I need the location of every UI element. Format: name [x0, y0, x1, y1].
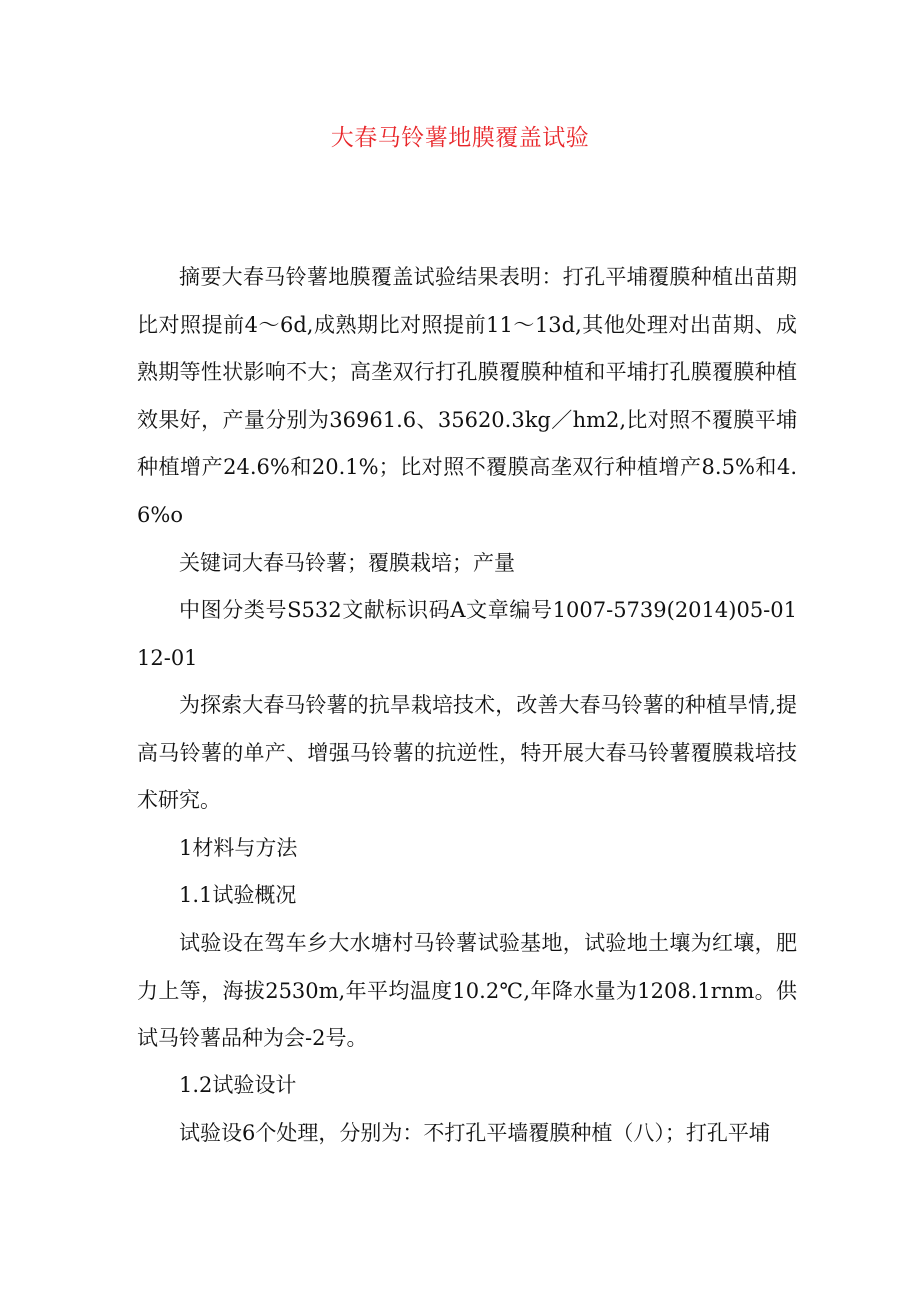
subsection-heading-overview: 1.1试验概况: [179, 883, 297, 907]
section-heading-materials-methods: 1材料与方法: [179, 836, 298, 860]
abstract-paragraph: 摘要大春马铃薯地膜覆盖试验结果表明：打孔平埔覆膜种植出苗期比对照提前4～6d,成熟期比对照提前11～13d,其他处理对出苗期、成熟期等性状影响不大；高垄双行打孔膜覆膜种植和平埔打孔膜覆膜种植效果好，产量分别为36961.6、35620.3kg／hm2,比对照不覆膜平埔种植增产24.6%和20.1%；比对照不覆膜高垄双行种植增产8.5%和4.6%o: [137, 265, 797, 527]
keywords-paragraph: 关键词大春马铃薯；覆膜栽培；产量: [179, 551, 515, 575]
document-title: 大春马铃薯地膜覆盖试验: [330, 125, 590, 151]
intro-paragraph: 为探索大春马铃薯的抗旱栽培技术，改善大春马铃薯的种植旱情,提高马铃薯的单产、增强马铃薯的抗逆性，特开展大春马铃薯覆膜栽培技术研究。: [137, 693, 797, 812]
overview-paragraph: 试验设在驾车乡大水塘村马铃薯试验基地，试验地土壤为红壤，肥力上等，海拔2530m,年平均温度10.2℃,年降水量为1208.1rnm。供试马铃薯品种为会-2号。: [137, 931, 797, 1050]
design-paragraph: 试验设6个处理，分别为：不打孔平墙覆膜种植（八）；打孔平埔: [179, 1121, 770, 1145]
classification-paragraph: 中图分类号S532文献标识码A文章编号1007-5739(2014)05-0112-01: [137, 598, 797, 670]
subsection-heading-design: 1.2试验设计: [179, 1073, 297, 1097]
